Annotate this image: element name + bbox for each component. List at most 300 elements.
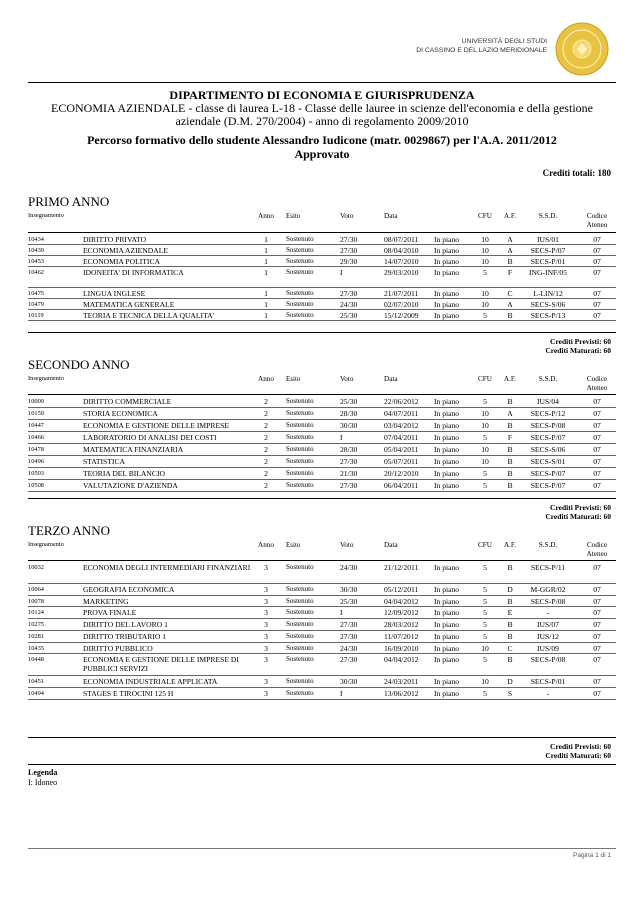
cell-data: 29/03/2010 — [384, 268, 419, 277]
row-divider — [28, 407, 616, 408]
cell-anno: 3 — [264, 677, 268, 686]
row-divider — [28, 630, 616, 631]
cell-code: 10475 — [28, 290, 44, 297]
cell-ca: 07 — [593, 397, 601, 406]
cell-code: 10451 — [28, 678, 44, 685]
row-divider — [28, 266, 616, 267]
cell-af: B — [507, 481, 513, 490]
cell-anno: 3 — [264, 597, 268, 606]
page-number: Pagina 1 di 1 — [573, 852, 611, 859]
cell-ca: 07 — [593, 445, 601, 454]
cell-code: 10508 — [28, 482, 44, 489]
row-divider — [28, 255, 616, 256]
cell-code: 10478 — [28, 446, 44, 453]
cell-status: In piano — [434, 235, 460, 244]
row-divider — [28, 467, 616, 468]
cell-ssd: SECS-S/01 — [530, 457, 566, 466]
cell-ca: 07 — [593, 311, 601, 320]
row-divider — [28, 583, 616, 584]
cell-ssd: SECS-P/12 — [530, 409, 566, 418]
cell-status: In piano — [434, 677, 460, 686]
cell-ssd: SECS-P/08 — [530, 655, 566, 664]
col-esito: Esito — [286, 212, 301, 220]
cell-cfu: 10 — [481, 677, 489, 686]
cell-ssd: SECS-P/01 — [530, 677, 566, 686]
cell-esito: Sostenuto — [286, 481, 314, 489]
cell-ssd: SECS-P/07 — [530, 433, 566, 442]
cell-ca: 07 — [593, 469, 601, 478]
cell-code: 10064 — [28, 586, 44, 593]
row-divider — [28, 687, 616, 688]
cell-status: In piano — [434, 644, 460, 653]
cell-data: 08/04/2010 — [384, 246, 419, 255]
col-data: Data — [384, 375, 398, 383]
cell-cfu: 5 — [483, 469, 487, 478]
cell-code: 10462 — [28, 269, 44, 276]
university-name-line1: UNIVERSITÀ DEGLI STUDI — [461, 38, 547, 45]
cell-status: In piano — [434, 246, 460, 255]
cell-cfu: 5 — [483, 632, 487, 641]
column-header — [28, 541, 616, 565]
cell-cfu: 10 — [481, 235, 489, 244]
cell-anno: 2 — [264, 445, 268, 454]
cell-af: S — [507, 689, 513, 698]
cell-esito: Sostenuto — [286, 311, 314, 319]
col-data: Data — [384, 541, 398, 549]
cell-ssd: L-LIN/12 — [533, 289, 563, 298]
cell-code: 10281 — [28, 633, 44, 640]
cell-esito: Sostenuto — [286, 608, 314, 616]
cell-esito: Sostenuto — [286, 597, 314, 605]
row-divider — [28, 455, 616, 456]
cell-status: In piano — [434, 311, 460, 320]
cell-af: F — [507, 433, 513, 442]
row-divider — [28, 653, 616, 654]
cell-code: 10124 — [28, 609, 44, 616]
cell-status: In piano — [434, 257, 460, 266]
cell-name: GEOGRAFIA ECONOMICA — [83, 585, 175, 594]
cell-voto: 25/30 — [340, 397, 358, 406]
cell-cfu: 5 — [483, 689, 487, 698]
cell-name: STAGES E TIROCINI 125 H — [83, 689, 174, 698]
cell-status: In piano — [434, 433, 460, 442]
row-divider — [28, 675, 616, 676]
cell-cfu: 10 — [481, 457, 489, 466]
col-anno: Anno — [258, 375, 274, 383]
cell-anno: 1 — [264, 300, 268, 309]
university-name — [407, 38, 547, 55]
cell-data: 04/04/2012 — [384, 597, 419, 606]
col-af: A.F. — [503, 375, 517, 383]
cell-name: STORIA ECONOMICA — [83, 409, 158, 418]
section-bottom-rule — [28, 498, 616, 499]
cell-af: B — [507, 469, 513, 478]
cell-ssd: ING-INF/05 — [529, 268, 567, 277]
cell-ca: 07 — [593, 235, 601, 244]
cell-voto: 30/30 — [340, 585, 358, 594]
cell-af: D — [507, 585, 513, 594]
cell-anno: 3 — [264, 585, 268, 594]
cell-name: LINGUA INGLESE — [83, 289, 146, 298]
cell-ca: 07 — [593, 585, 601, 594]
cell-af: D — [507, 677, 513, 686]
cell-data: 05/07/2011 — [384, 457, 419, 466]
credits-summary — [545, 337, 611, 355]
section-title: SECONDO ANNO — [28, 357, 130, 372]
credits-maturati: Crediti Maturati: 60 — [545, 751, 611, 760]
cell-cfu: 5 — [483, 563, 487, 572]
cell-ca: 07 — [593, 457, 601, 466]
cell-cfu: 10 — [481, 445, 489, 454]
cell-ca: 07 — [593, 433, 601, 442]
cell-voto: I — [340, 689, 343, 698]
cell-status: In piano — [434, 469, 460, 478]
cell-anno: 2 — [264, 457, 268, 466]
row-divider — [28, 642, 616, 643]
cell-cfu: 5 — [483, 597, 487, 606]
row-divider — [28, 244, 616, 245]
university-name-line2: DI CASSINO E DEL LAZIO MERIDIONALE — [416, 46, 547, 54]
cell-af: C — [507, 289, 513, 298]
cell-ca: 07 — [593, 608, 601, 617]
cell-voto: I — [340, 433, 343, 442]
row-divider — [28, 491, 616, 492]
cell-ca: 07 — [593, 289, 601, 298]
cell-voto: 28/30 — [340, 409, 358, 418]
cell-anno: 2 — [264, 481, 268, 490]
cell-status: In piano — [434, 585, 460, 594]
department-title: DIPARTIMENTO DI ECONOMIA E GIURISPRUDENZA — [169, 88, 475, 102]
col-cfu: CFU — [478, 212, 492, 220]
cell-esito: Sostenuto — [286, 433, 314, 441]
col-af: A.F. — [503, 541, 517, 549]
cell-anno: 2 — [264, 469, 268, 478]
cell-anno: 1 — [264, 311, 268, 320]
cell-esito: Sostenuto — [286, 268, 314, 276]
cell-code: 10119 — [28, 312, 44, 319]
cell-af: E — [507, 608, 513, 617]
cell-code: 10435 — [28, 645, 44, 652]
cell-ssd: SECS-P/01 — [530, 257, 566, 266]
cell-name: ECONOMIA E GESTIONE DELLE IMPRESE DI PUBBLICI SERVIZI — [83, 655, 239, 673]
cell-ssd: SECS-P/07 — [530, 481, 566, 490]
col-insegnamento: Insegnamento — [28, 541, 64, 548]
cell-name: DIRITTO PUBBLICO — [83, 644, 153, 653]
cell-ssd: SECS-P/13 — [530, 311, 566, 320]
cell-code: 10434 — [28, 236, 44, 243]
cell-ssd: SECS-P/08 — [530, 597, 566, 606]
row-divider — [28, 618, 616, 619]
cell-af: B — [507, 257, 513, 266]
cell-code: 10466 — [28, 434, 44, 441]
cell-esito: Sostenuto — [286, 563, 314, 571]
row-divider — [28, 699, 616, 700]
cell-ca: 07 — [593, 689, 601, 698]
cell-af: B — [507, 445, 513, 454]
study-plan-line: Percorso formativo dello studente Alessandro Iudicone (matr. 0029867) per l'A.A. 2011/2012 — [87, 133, 557, 147]
cell-status: In piano — [434, 689, 460, 698]
plan-status: Approvato — [294, 147, 350, 161]
cell-cfu: 5 — [483, 620, 487, 629]
col-voto: Voto — [340, 375, 354, 383]
cell-af: F — [507, 268, 513, 277]
cell-anno: 2 — [264, 421, 268, 430]
cell-status: In piano — [434, 445, 460, 454]
cell-voto: 27/30 — [340, 289, 358, 298]
col-anno: Anno — [258, 541, 274, 549]
cell-status: In piano — [434, 632, 460, 641]
cell-af: B — [507, 632, 513, 641]
col-insegnamento: Insegnamento — [28, 212, 64, 219]
cell-cfu: 10 — [481, 246, 489, 255]
cell-voto: 27/30 — [340, 246, 358, 255]
credits-summary — [545, 503, 611, 521]
cell-cfu: 10 — [481, 289, 489, 298]
legend-title: Legenda — [28, 768, 58, 777]
cell-af: B — [507, 655, 513, 664]
cell-data: 12/09/2012 — [384, 608, 419, 617]
cell-code: 10078 — [28, 598, 44, 605]
cell-code: 10503 — [28, 470, 44, 477]
cell-esito: Sostenuto — [286, 397, 314, 405]
cell-ca: 07 — [593, 300, 601, 309]
cell-esito: Sostenuto — [286, 585, 314, 593]
col-codice-ateneo — [578, 541, 616, 559]
row-divider — [28, 287, 616, 288]
credits-previsti: Crediti Previsti: 60 — [550, 337, 611, 346]
cell-voto: 25/30 — [340, 597, 358, 606]
row-divider — [28, 419, 616, 420]
cell-anno: 2 — [264, 433, 268, 442]
cell-anno: 1 — [264, 268, 268, 277]
cell-voto: 27/30 — [340, 481, 358, 490]
cell-ca: 07 — [593, 246, 601, 255]
cell-af: B — [507, 457, 513, 466]
cell-name: ECONOMIA INDUSTRIALE APPLICATA — [83, 677, 218, 686]
cell-af: B — [507, 311, 513, 320]
col-esito: Esito — [286, 375, 301, 383]
cell-af: A — [507, 246, 513, 255]
col-esito: Esito — [286, 541, 301, 549]
cell-af: B — [507, 421, 513, 430]
cell-ca: 07 — [593, 597, 601, 606]
col-codice-label: Codice — [586, 212, 608, 220]
col-cfu: CFU — [478, 541, 492, 549]
cell-voto: 30/30 — [340, 677, 358, 686]
cell-cfu: 5 — [483, 268, 487, 277]
cell-data: 21/12/2011 — [384, 563, 419, 572]
cell-af: C — [507, 644, 513, 653]
cell-name: IDONEITA' DI INFORMATICA — [83, 268, 184, 277]
credits-maturati: Crediti Maturati: 60 — [545, 512, 611, 521]
section-bottom-rule — [28, 332, 616, 333]
cell-voto: 27/30 — [340, 620, 358, 629]
cell-ca: 07 — [593, 620, 601, 629]
cell-data: 07/04/2011 — [384, 433, 419, 442]
cell-esito: Sostenuto — [286, 257, 314, 265]
cell-data: 22/06/2012 — [384, 397, 419, 406]
cell-voto: 24/30 — [340, 644, 358, 653]
row-divider — [28, 320, 616, 321]
cell-esito: Sostenuto — [286, 689, 314, 697]
cell-af: A — [507, 235, 513, 244]
col-insegnamento: Insegnamento — [28, 375, 64, 382]
cell-voto: 30/30 — [340, 421, 358, 430]
cell-af: B — [507, 597, 513, 606]
study-plan-title — [28, 133, 616, 161]
header-top-rule — [28, 82, 616, 83]
cell-data: 06/04/2011 — [384, 481, 419, 490]
cell-name: DIRITTO TRIBUTARIO 1 — [83, 632, 167, 641]
col-codice-ateneo — [578, 375, 616, 393]
cell-data: 02/07/2010 — [384, 300, 419, 309]
cell-status: In piano — [434, 563, 460, 572]
cell-ssd: SECS-S/06 — [530, 300, 566, 309]
cell-status: In piano — [434, 289, 460, 298]
cell-status: In piano — [434, 300, 460, 309]
cell-ssd: - — [546, 689, 550, 698]
cell-voto: 27/30 — [340, 457, 358, 466]
cell-ca: 07 — [593, 655, 601, 664]
header-rule — [28, 560, 616, 561]
row-divider — [28, 431, 616, 432]
row-divider — [28, 443, 616, 444]
credits-previsti: Crediti Previsti: 60 — [550, 742, 611, 751]
cell-status: In piano — [434, 409, 460, 418]
cell-voto: 24/30 — [340, 563, 358, 572]
cell-name: DIRITTO COMMERCIALE — [83, 397, 172, 406]
cell-esito: Sostenuto — [286, 246, 314, 254]
cell-esito: Sostenuto — [286, 289, 314, 297]
cell-ca: 07 — [593, 268, 601, 277]
cell-cfu: 5 — [483, 433, 487, 442]
cell-name: ECONOMIA AZIENDALE — [83, 246, 168, 255]
row-divider — [28, 606, 616, 607]
cell-voto: 25/30 — [340, 311, 358, 320]
cell-name: DIRITTO DEL LAVORO 1 — [83, 620, 168, 629]
cell-code: 10275 — [28, 621, 44, 628]
cell-data: 05/12/2011 — [384, 585, 419, 594]
cell-af: B — [507, 620, 513, 629]
section-title: TERZO ANNO — [28, 523, 110, 538]
total-credits: Crediti totali: 180 — [542, 168, 611, 178]
cell-name: ECONOMIA DEGLI INTERMEDIARI FINANZIARI — [83, 563, 251, 572]
cell-code: 10159 — [28, 410, 44, 417]
credits-maturati: Crediti Maturati: 60 — [545, 346, 611, 355]
col-ateneo-label: Ateneo — [586, 550, 608, 558]
cell-ssd: SECS-P/11 — [530, 563, 566, 572]
col-anno: Anno — [258, 212, 274, 220]
col-ssd: S.S.D. — [538, 212, 558, 220]
cell-voto: 27/30 — [340, 235, 358, 244]
cell-voto: 21/30 — [340, 469, 358, 478]
cell-ca: 07 — [593, 632, 601, 641]
cell-af: A — [507, 409, 513, 418]
col-codice-label: Codice — [586, 541, 608, 549]
section-bottom-rule — [28, 737, 616, 738]
cell-af: B — [507, 397, 513, 406]
cell-data: 16/09/2010 — [384, 644, 419, 653]
cell-name: MARKETING — [83, 597, 129, 606]
cell-data: 03/04/2012 — [384, 421, 419, 430]
cell-data: 20/12/2010 — [384, 469, 419, 478]
cell-status: In piano — [434, 655, 460, 664]
cell-anno: 3 — [264, 689, 268, 698]
legend-item: I: Idoneo — [28, 778, 58, 787]
cell-esito: Sostenuto — [286, 421, 314, 429]
col-codice-ateneo — [578, 212, 616, 230]
cell-anno: 1 — [264, 257, 268, 266]
cell-ca: 07 — [593, 257, 601, 266]
cell-data: 04/07/2011 — [384, 409, 419, 418]
cell-data: 14/07/2010 — [384, 257, 419, 266]
cell-voto: 27/30 — [340, 655, 358, 664]
cell-data: 21/07/2011 — [384, 289, 419, 298]
cell-esito: Sostenuto — [286, 457, 314, 465]
cell-ssd: IUS/12 — [537, 632, 559, 641]
header-rule — [28, 394, 616, 395]
cell-cfu: 10 — [481, 409, 489, 418]
cell-name: ECONOMIA E GESTIONE DELLE IMPRESE — [83, 421, 229, 430]
credits-previsti: Crediti Previsti: 60 — [550, 503, 611, 512]
cell-esito: Sostenuto — [286, 655, 314, 663]
cell-cfu: 10 — [481, 257, 489, 266]
cell-status: In piano — [434, 597, 460, 606]
cell-af: B — [507, 563, 513, 572]
row-divider — [28, 595, 616, 596]
cell-voto: I — [340, 608, 343, 617]
legend — [28, 768, 57, 788]
cell-ssd: IUS/01 — [537, 235, 559, 244]
cell-cfu: 5 — [483, 655, 487, 664]
university-logo — [407, 22, 615, 80]
cell-status: In piano — [434, 608, 460, 617]
cell-voto: I — [340, 268, 343, 277]
cell-cfu: 5 — [483, 608, 487, 617]
cell-ca: 07 — [593, 421, 601, 430]
footer-rule — [28, 848, 616, 849]
row-divider — [28, 298, 616, 299]
cell-name: MATEMATICA GENERALE — [83, 300, 175, 309]
col-codice-label: Codice — [586, 375, 608, 383]
cell-data: 15/12/2009 — [384, 311, 419, 320]
cell-anno: 2 — [264, 397, 268, 406]
col-voto: Voto — [340, 212, 354, 220]
col-ateneo-label: Ateneo — [586, 384, 608, 392]
cell-code: 10453 — [28, 258, 44, 265]
cell-cfu: 5 — [483, 481, 487, 490]
cell-anno: 3 — [264, 563, 268, 572]
cell-code: 10494 — [28, 690, 44, 697]
cell-code: 10496 — [28, 458, 44, 465]
cell-anno: 3 — [264, 655, 268, 664]
cell-data: 08/07/2011 — [384, 235, 419, 244]
cell-cfu: 5 — [483, 585, 487, 594]
col-ateneo-label: Ateneo — [586, 221, 608, 229]
cell-ssd: IUS/09 — [537, 644, 559, 653]
cell-data: 05/04/2011 — [384, 445, 419, 454]
col-ssd: S.S.D. — [538, 541, 558, 549]
cell-voto: 29/30 — [340, 257, 358, 266]
cell-name: PROVA FINALE — [83, 608, 137, 617]
col-af: A.F. — [503, 212, 517, 220]
cell-af: A — [507, 300, 513, 309]
cell-ssd: SECS-P/07 — [530, 246, 566, 255]
cell-name: DIRITTO PRIVATO — [83, 235, 147, 244]
credits-summary — [545, 742, 611, 760]
cell-status: In piano — [434, 421, 460, 430]
cell-ca: 07 — [593, 644, 601, 653]
